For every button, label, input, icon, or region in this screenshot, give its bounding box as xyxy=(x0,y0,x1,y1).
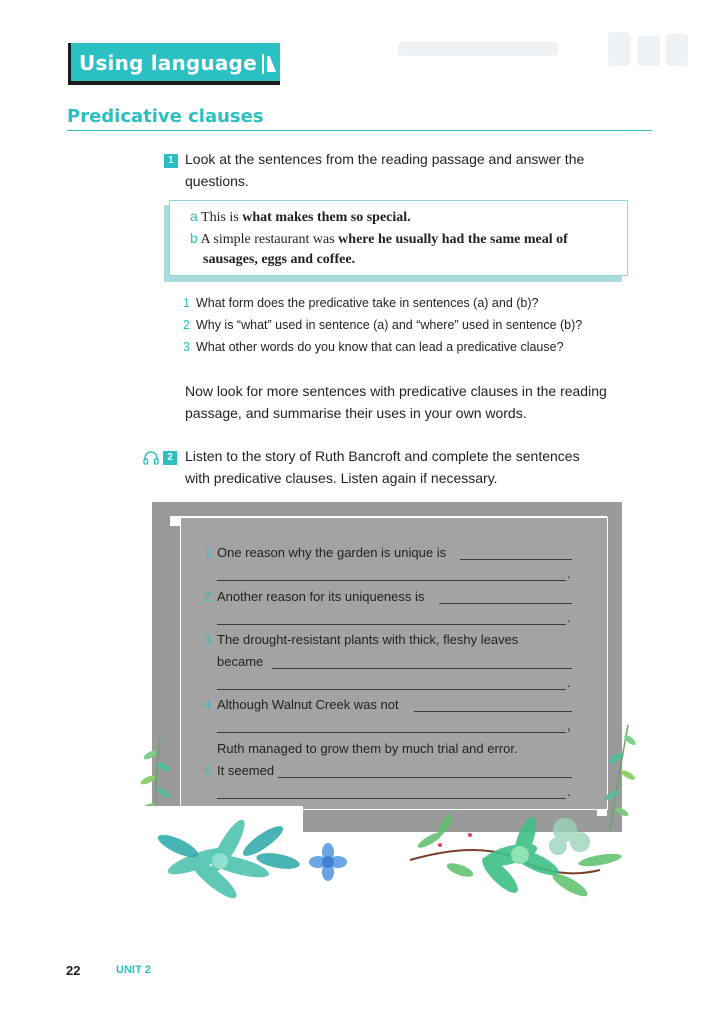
answer-blank[interactable] xyxy=(460,559,572,560)
item-3-text: The drought-resistant plants with thick, fleshy leaves xyxy=(217,632,519,647)
example-text: This is xyxy=(201,210,243,225)
answer-blank[interactable] xyxy=(414,711,572,712)
followup-instruction xyxy=(185,380,655,424)
item-5-text: It seemed xyxy=(217,763,275,778)
instruction-line: Look at the sentences from the reading passage and answer the xyxy=(185,151,585,167)
unit-label: UNIT 2 xyxy=(116,964,151,976)
watermark-graphic xyxy=(398,30,698,70)
item-4-text: Although Walnut Creek was not xyxy=(217,697,399,712)
answer-blank[interactable] xyxy=(272,668,572,669)
item-2-text: Another reason for its uniqueness is xyxy=(217,589,425,604)
question-2 xyxy=(183,318,582,332)
banner-title: Using language xyxy=(79,51,257,75)
question-text: What form does the predicative take in sentences (a) and (b)? xyxy=(195,296,539,310)
item-3-text-continued: became xyxy=(217,654,264,669)
question-number: 3 xyxy=(183,340,190,354)
instruction-line: questions. xyxy=(185,173,249,189)
instruction-line: passage, and summarise their uses in your own words. xyxy=(185,405,527,421)
banner-divider xyxy=(262,54,264,74)
example-sentence-a xyxy=(190,208,411,226)
blue-flower-illustration xyxy=(308,842,348,882)
comma-mark: , xyxy=(567,718,571,733)
answer-blank[interactable] xyxy=(217,732,566,733)
answer-blank[interactable] xyxy=(217,689,566,690)
question-number: 2 xyxy=(183,318,190,332)
instruction-line: Listen to the story of Ruth Bancroft and complete the sentences xyxy=(185,448,580,464)
period-mark: . xyxy=(567,784,571,799)
question-1 xyxy=(183,296,539,310)
item-number: 2 xyxy=(204,589,212,604)
example-sentence-b-continued: sausages, eggs and coffee. xyxy=(203,252,356,267)
answer-blank[interactable] xyxy=(217,624,566,625)
answer-blank[interactable] xyxy=(278,777,572,778)
question-number: 1 xyxy=(183,296,190,310)
question-text: Why is “what” used in sentence (a) and “where” used in sentence (b)? xyxy=(195,318,583,332)
question-text: What other words do you know that can lead a predicative clause? xyxy=(195,340,564,354)
item-number: 5 xyxy=(204,763,212,778)
example-bold-text: what makes them so special. xyxy=(242,210,411,225)
example-text: A simple restaurant was xyxy=(200,232,339,247)
example-letter: a xyxy=(190,208,198,224)
item-1-text: One reason why the garden is unique is xyxy=(217,545,447,560)
flag-icon xyxy=(267,56,276,72)
succulent-illustration-left xyxy=(138,806,318,901)
section-divider xyxy=(67,130,652,131)
exercise-1-instruction xyxy=(185,148,645,192)
example-sentence-b xyxy=(190,230,568,248)
instruction-line: Now look for more sentences with predicative clauses in the reading xyxy=(185,383,607,399)
question-3 xyxy=(183,340,564,354)
answer-blank[interactable] xyxy=(439,603,572,604)
exercise-number-badge: 2 xyxy=(163,451,177,465)
leaf-sprig-illustration-right xyxy=(598,720,638,830)
item-number: 3 xyxy=(204,632,212,647)
example-letter: b xyxy=(190,230,198,246)
exercise-2-instruction xyxy=(185,445,645,489)
section-banner xyxy=(68,43,280,85)
period-mark: . xyxy=(567,566,571,581)
item-4-text-continued: Ruth managed to grow them by much trial and error. xyxy=(217,741,518,756)
period-mark: . xyxy=(567,610,571,625)
period-mark: . xyxy=(567,675,571,690)
section-title: Predicative clauses xyxy=(67,106,264,127)
instruction-line: with predicative clauses. Listen again if necessary. xyxy=(185,470,498,486)
answer-blank[interactable] xyxy=(217,580,566,581)
exercise-number-badge: 1 xyxy=(164,154,178,168)
headphones-icon xyxy=(143,450,159,466)
example-bold-text: where he usually had the same meal of xyxy=(338,232,568,247)
page-number: 22 xyxy=(66,963,81,978)
item-number: 1 xyxy=(204,545,212,560)
item-number: 4 xyxy=(204,697,212,712)
answer-blank[interactable] xyxy=(217,798,566,799)
